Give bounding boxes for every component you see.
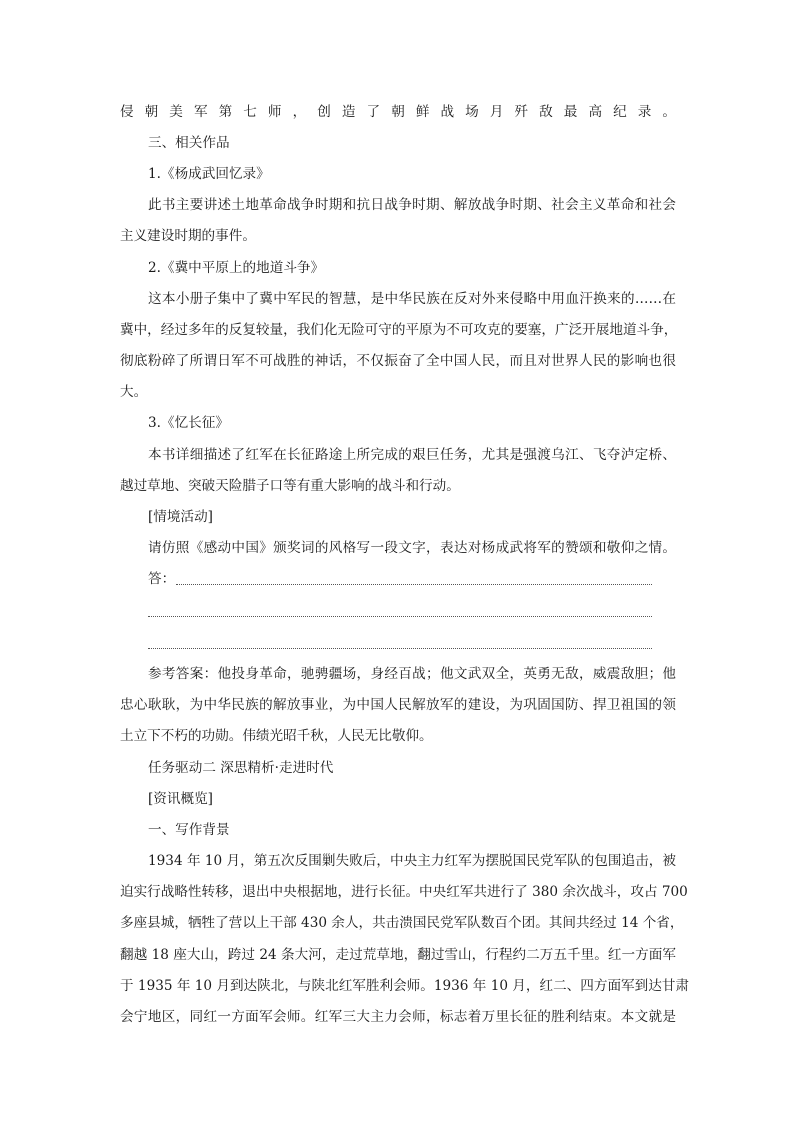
section-heading: 三、相关作品 <box>148 135 230 151</box>
paragraph-line: 大。 <box>120 384 148 400</box>
answer-line[interactable] <box>148 648 652 650</box>
answer-line[interactable] <box>176 584 652 586</box>
paragraph-line: 这本小册子集中了冀中军民的智慧，是中华民族在反对外来侵略中用血汗换来的……在 <box>148 291 676 307</box>
paragraph-line: 越过草地、突破天险腊子口等有重大影响的战斗和行动。 <box>120 478 460 494</box>
paragraph-line: 于 1935 年 10 月到达陕北，与陕北红军胜利会师。1936 年 10 月，红二、四方面军到达甘肃 <box>120 978 690 994</box>
paragraph-line: 迫实行战略性转移，退出中央根据地，进行长征。中央红军共进行了 380 余次战斗，攻占 700 <box>120 884 688 900</box>
paragraph-line: 会宁地区，同红一方面军会师。红军三大主力会师，标志着万里长征的胜利结束。本文就是 <box>120 1009 676 1025</box>
section-heading: 任务驱动二 深思精析·走进时代 <box>148 760 334 776</box>
paragraph-line: 侵朝美军第七师，创造了朝鲜战场月歼敌最高纪录。 <box>120 104 676 120</box>
section-heading: 一、写作背景 <box>148 822 230 838</box>
question-text: 请仿照《感动中国》颁奖词的风格写一段文字，表达对杨成武将军的赞颂和敬仰之情。 <box>148 540 676 556</box>
info-heading: [资讯概览] <box>148 791 213 807</box>
reference-answer: 参考答案：他投身革命，驰骋疆场，身经百战；他文武双全，英勇无敌，威震敌胆；他 <box>148 666 676 682</box>
paragraph-line: 翻越 18 座大山，跨过 24 条大河，走过荒草地，翻过雪山，行程约二万五千里。红一方面军 <box>120 947 676 963</box>
paragraph-line: 彻底粉碎了所谓日军不可战胜的神话，不仅振奋了全中国人民，而且对世界人民的影响也很 <box>120 353 676 369</box>
paragraph-line: 1934 年 10 月，第五次反围剿失败后，中央主力红军为摆脱国民党军队的包围追击，被 <box>148 853 676 869</box>
reference-answer: 忠心耿耿，为中华民族的解放事业，为中国人民解放军的建设，为巩固国防、捍卫祖国的领 <box>120 697 676 713</box>
work-title: 1.《杨成武回忆录》 <box>148 166 270 182</box>
activity-heading: [情境活动] <box>148 509 213 525</box>
paragraph-line: 此书主要讲述土地革命战争时期和抗日战争时期、解放战争时期、社会主义革命和社会 <box>148 197 676 213</box>
work-title: 2.《冀中平原上的地道斗争》 <box>148 260 325 276</box>
paragraph-line: 主义建设时期的事件。 <box>120 228 256 244</box>
work-title: 3.《忆长征》 <box>148 415 229 431</box>
answer-label: 答： <box>148 571 176 587</box>
paragraph-line: 本书详细描述了红军在长征路途上所完成的艰巨任务，尤其是强渡乌江、飞夺泸定桥、 <box>148 447 676 463</box>
answer-line[interactable] <box>148 616 652 618</box>
reference-answer: 土立下不朽的功勋。伟绩光昭千秋，人民无比敬仰。 <box>120 728 433 744</box>
paragraph-line: 多座县城，牺牲了营以上干部 430 余人，共击溃国民党军队数百个团。其间共经过 14 个省， <box>120 915 684 931</box>
paragraph-line: 冀中，经过多年的反复较量，我们化无险可守的平原为不可攻克的要塞，广泛开展地道斗争， <box>120 322 678 338</box>
